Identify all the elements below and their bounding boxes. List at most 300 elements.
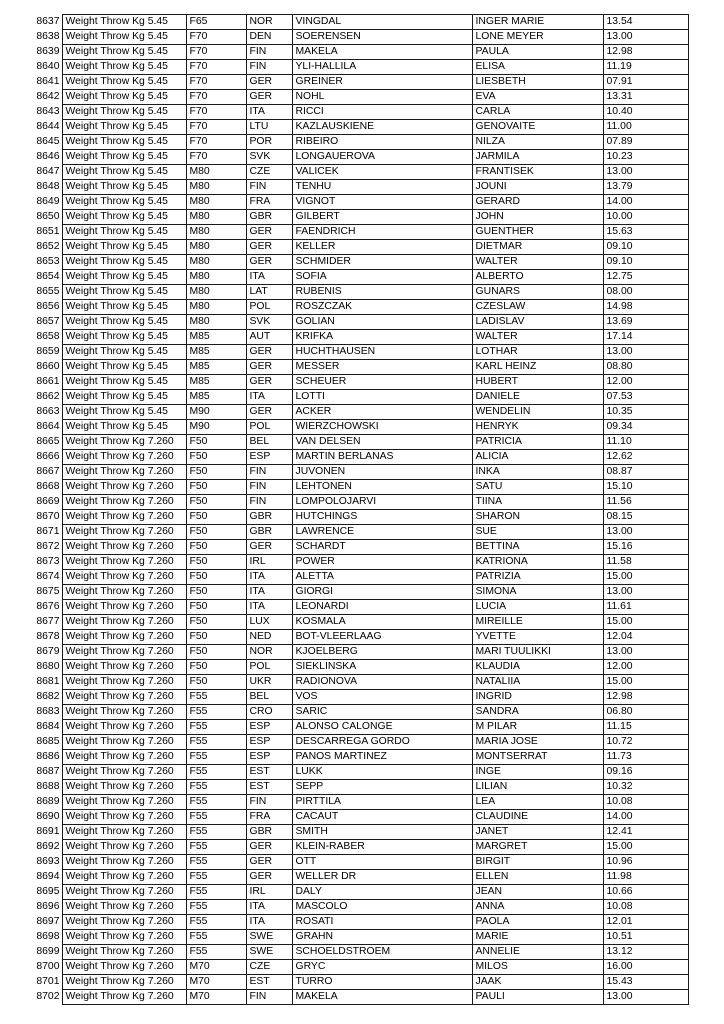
event-name: Weight Throw Kg 7.260 — [62, 855, 186, 870]
seed-mark: 13.69 — [603, 315, 688, 330]
age-category: F70 — [186, 45, 246, 60]
last-name: HUCHTHAUSEN — [292, 345, 472, 360]
event-name: Weight Throw Kg 7.260 — [62, 945, 186, 960]
table-row — [27, 45, 688, 60]
entry-number: 8687 — [36, 766, 60, 777]
first-name: SANDRA — [472, 705, 603, 720]
event-name: Weight Throw Kg 7.260 — [62, 675, 186, 690]
last-name: KRIFKA — [292, 330, 472, 345]
last-name: GRYC — [292, 960, 472, 975]
table-row — [27, 945, 688, 960]
entry-number: 8673 — [36, 556, 60, 567]
seed-mark: 16.00 — [603, 960, 688, 975]
last-name: SOERENSEN — [292, 30, 472, 45]
nation-code: ESP — [246, 450, 292, 465]
age-category: M80 — [186, 285, 246, 300]
event-name: Weight Throw Kg 7.260 — [62, 555, 186, 570]
table-row — [27, 255, 688, 270]
entry-number: 8646 — [36, 151, 60, 162]
last-name: POWER — [292, 555, 472, 570]
last-name: GIORGI — [292, 585, 472, 600]
entry-number: 8639 — [36, 46, 60, 57]
nation-code: NOR — [246, 645, 292, 660]
entry-number: 8656 — [36, 301, 60, 312]
event-name: Weight Throw Kg 5.45 — [62, 210, 186, 225]
table-row — [27, 570, 688, 585]
age-category: F50 — [186, 435, 246, 450]
seed-mark: 10.72 — [603, 735, 688, 750]
last-name: VALICEK — [292, 165, 472, 180]
last-name: LEONARDI — [292, 600, 472, 615]
age-category: F55 — [186, 810, 246, 825]
seed-mark: 12.41 — [603, 825, 688, 840]
event-name: Weight Throw Kg 7.260 — [62, 615, 186, 630]
nation-code: NOR — [246, 15, 292, 30]
last-name: KOSMALA — [292, 615, 472, 630]
event-name: Weight Throw Kg 5.45 — [62, 180, 186, 195]
age-category: F55 — [186, 705, 246, 720]
seed-mark: 13.54 — [603, 15, 688, 30]
seed-mark: 08.87 — [603, 465, 688, 480]
last-name: LUKK — [292, 765, 472, 780]
last-name: VIGNOT — [292, 195, 472, 210]
age-category: F70 — [186, 120, 246, 135]
table-row — [27, 540, 688, 555]
nation-code: GER — [246, 75, 292, 90]
age-category: F55 — [186, 885, 246, 900]
table-row — [27, 705, 688, 720]
entries-table — [27, 14, 689, 1005]
table-row — [27, 495, 688, 510]
seed-mark: 11.15 — [603, 720, 688, 735]
event-name: Weight Throw Kg 5.45 — [62, 15, 186, 30]
entry-number: 8684 — [36, 721, 60, 732]
event-name: Weight Throw Kg 5.45 — [62, 150, 186, 165]
seed-mark: 08.00 — [603, 285, 688, 300]
event-name: Weight Throw Kg 5.45 — [62, 30, 186, 45]
nation-code: NED — [246, 630, 292, 645]
event-name: Weight Throw Kg 5.45 — [62, 390, 186, 405]
nation-code: LAT — [246, 285, 292, 300]
nation-code: DEN — [246, 30, 292, 45]
first-name: HUBERT — [472, 375, 603, 390]
entry-number: 8685 — [36, 736, 60, 747]
first-name: ALBERTO — [472, 270, 603, 285]
first-name: GENOVAITE — [472, 120, 603, 135]
seed-mark: 12.04 — [603, 630, 688, 645]
first-name: DIETMAR — [472, 240, 603, 255]
first-name: KARL HEINZ — [472, 360, 603, 375]
age-category: F50 — [186, 555, 246, 570]
nation-code: GBR — [246, 510, 292, 525]
table-row — [27, 60, 688, 75]
entry-number: 8697 — [36, 916, 60, 927]
entry-number: 8672 — [36, 541, 60, 552]
seed-mark: 14.00 — [603, 195, 688, 210]
event-name: Weight Throw Kg 7.260 — [62, 930, 186, 945]
last-name: LONGAUEROVA — [292, 150, 472, 165]
nation-code: BEL — [246, 435, 292, 450]
table-row — [27, 150, 688, 165]
event-name: Weight Throw Kg 5.45 — [62, 420, 186, 435]
first-name: TIINA — [472, 495, 603, 510]
first-name: GUNARS — [472, 285, 603, 300]
entry-number: 8669 — [36, 496, 60, 507]
age-category: M80 — [186, 195, 246, 210]
last-name: MAKELA — [292, 45, 472, 60]
event-name: Weight Throw Kg 5.45 — [62, 345, 186, 360]
seed-mark: 14.00 — [603, 810, 688, 825]
event-name: Weight Throw Kg 7.260 — [62, 825, 186, 840]
table-row — [27, 750, 688, 765]
first-name: MARGRET — [472, 840, 603, 855]
nation-code: ITA — [246, 915, 292, 930]
last-name: LEHTONEN — [292, 480, 472, 495]
age-category: M70 — [186, 975, 246, 990]
entry-number: 8649 — [36, 196, 60, 207]
last-name: HUTCHINGS — [292, 510, 472, 525]
entry-number: 8701 — [36, 976, 60, 987]
nation-code: GER — [246, 240, 292, 255]
first-name: KLAUDIA — [472, 660, 603, 675]
entry-number: 8690 — [36, 811, 60, 822]
entry-number: 8681 — [36, 676, 60, 687]
event-name: Weight Throw Kg 7.260 — [62, 750, 186, 765]
age-category: F55 — [186, 765, 246, 780]
nation-code: POR — [246, 135, 292, 150]
table-row — [27, 465, 688, 480]
nation-code: FRA — [246, 810, 292, 825]
seed-mark: 10.08 — [603, 795, 688, 810]
last-name: LOMPOLOJARVI — [292, 495, 472, 510]
table-row — [27, 195, 688, 210]
seed-mark: 13.31 — [603, 90, 688, 105]
event-name: Weight Throw Kg 5.45 — [62, 105, 186, 120]
entry-number: 8653 — [36, 256, 60, 267]
nation-code: ITA — [246, 585, 292, 600]
seed-mark: 13.00 — [603, 585, 688, 600]
first-name: LONE MEYER — [472, 30, 603, 45]
nation-code: FIN — [246, 180, 292, 195]
seed-mark: 09.34 — [603, 420, 688, 435]
event-name: Weight Throw Kg 5.45 — [62, 120, 186, 135]
seed-mark: 07.89 — [603, 135, 688, 150]
entry-number: 8668 — [36, 481, 60, 492]
first-name: ELISA — [472, 60, 603, 75]
event-name: Weight Throw Kg 5.45 — [62, 90, 186, 105]
first-name: MONTSERRAT — [472, 750, 603, 765]
first-name: ANNA — [472, 900, 603, 915]
first-name: PAULI — [472, 990, 603, 1005]
event-name: Weight Throw Kg 5.45 — [62, 75, 186, 90]
entry-number: 8666 — [36, 451, 60, 462]
event-name: Weight Throw Kg 7.260 — [62, 450, 186, 465]
age-category: F65 — [186, 15, 246, 30]
last-name: KAZLAUSKIENE — [292, 120, 472, 135]
seed-mark: 08.15 — [603, 510, 688, 525]
nation-code: ITA — [246, 600, 292, 615]
age-category: M85 — [186, 330, 246, 345]
entry-number: 8652 — [36, 241, 60, 252]
first-name: SHARON — [472, 510, 603, 525]
entry-number: 8665 — [36, 436, 60, 447]
nation-code: FIN — [246, 990, 292, 1005]
last-name: SIEKLINSKA — [292, 660, 472, 675]
first-name: BIRGIT — [472, 855, 603, 870]
table-row — [27, 300, 688, 315]
entry-number: 8677 — [36, 616, 60, 627]
last-name: KLEIN-RABER — [292, 840, 472, 855]
last-name: ALONSO CALONGE — [292, 720, 472, 735]
seed-mark: 12.98 — [603, 45, 688, 60]
table-row — [27, 960, 688, 975]
event-name: Weight Throw Kg 7.260 — [62, 480, 186, 495]
nation-code: GER — [246, 375, 292, 390]
seed-mark: 13.00 — [603, 645, 688, 660]
entry-number: 8682 — [36, 691, 60, 702]
nation-code: LTU — [246, 120, 292, 135]
table-row — [27, 165, 688, 180]
entry-number: 8638 — [36, 31, 60, 42]
nation-code: CZE — [246, 165, 292, 180]
seed-mark: 15.16 — [603, 540, 688, 555]
table-row — [27, 270, 688, 285]
nation-code: GER — [246, 225, 292, 240]
entry-number: 8643 — [36, 106, 60, 117]
table-row — [27, 735, 688, 750]
first-name: JANET — [472, 825, 603, 840]
entry-number: 8664 — [36, 421, 60, 432]
event-name: Weight Throw Kg 7.260 — [62, 915, 186, 930]
seed-mark: 15.00 — [603, 840, 688, 855]
table-row — [27, 405, 688, 420]
event-name: Weight Throw Kg 5.45 — [62, 315, 186, 330]
first-name: JOUNI — [472, 180, 603, 195]
entry-number: 8661 — [36, 376, 60, 387]
last-name: VINGDAL — [292, 15, 472, 30]
entry-number: 8657 — [36, 316, 60, 327]
first-name: JAAK — [472, 975, 603, 990]
seed-mark: 15.63 — [603, 225, 688, 240]
event-name: Weight Throw Kg 7.260 — [62, 780, 186, 795]
table-row — [27, 15, 688, 30]
table-row — [27, 345, 688, 360]
age-category: F55 — [186, 840, 246, 855]
first-name: NATALIIA — [472, 675, 603, 690]
first-name: INKA — [472, 465, 603, 480]
seed-mark: 13.00 — [603, 165, 688, 180]
table-row — [27, 840, 688, 855]
nation-code: FIN — [246, 480, 292, 495]
last-name: DESCARREGA GORDO — [292, 735, 472, 750]
nation-code: SWE — [246, 930, 292, 945]
age-category: F55 — [186, 900, 246, 915]
seed-mark: 10.32 — [603, 780, 688, 795]
first-name: GERARD — [472, 195, 603, 210]
nation-code: ITA — [246, 390, 292, 405]
nation-code: ITA — [246, 105, 292, 120]
seed-mark: 11.98 — [603, 870, 688, 885]
seed-mark: 13.00 — [603, 345, 688, 360]
entry-number: 8686 — [36, 751, 60, 762]
first-name: HENRYK — [472, 420, 603, 435]
first-name: WALTER — [472, 255, 603, 270]
table-row — [27, 240, 688, 255]
first-name: MARIA JOSE — [472, 735, 603, 750]
event-name: Weight Throw Kg 7.260 — [62, 435, 186, 450]
first-name: GUENTHER — [472, 225, 603, 240]
last-name: DALY — [292, 885, 472, 900]
table-row — [27, 855, 688, 870]
last-name: TURRO — [292, 975, 472, 990]
last-name: RIBEIRO — [292, 135, 472, 150]
last-name: CACAUT — [292, 810, 472, 825]
seed-mark: 07.53 — [603, 390, 688, 405]
event-name: Weight Throw Kg 7.260 — [62, 660, 186, 675]
last-name: SOFIA — [292, 270, 472, 285]
event-name: Weight Throw Kg 7.260 — [62, 735, 186, 750]
last-name: SCHEUER — [292, 375, 472, 390]
nation-code: EST — [246, 975, 292, 990]
entry-number: 8683 — [36, 706, 60, 717]
nation-code: GER — [246, 855, 292, 870]
event-name: Weight Throw Kg 5.45 — [62, 240, 186, 255]
nation-code: FIN — [246, 495, 292, 510]
last-name: ROSZCZAK — [292, 300, 472, 315]
event-name: Weight Throw Kg 7.260 — [62, 570, 186, 585]
age-category: F70 — [186, 75, 246, 90]
age-category: F50 — [186, 510, 246, 525]
last-name: GREINER — [292, 75, 472, 90]
event-name: Weight Throw Kg 7.260 — [62, 720, 186, 735]
seed-mark: 09.10 — [603, 240, 688, 255]
event-name: Weight Throw Kg 5.45 — [62, 330, 186, 345]
age-category: F50 — [186, 465, 246, 480]
table-row — [27, 630, 688, 645]
last-name: SEPP — [292, 780, 472, 795]
first-name: MIREILLE — [472, 615, 603, 630]
age-category: F70 — [186, 60, 246, 75]
seed-mark: 15.10 — [603, 480, 688, 495]
first-name: CARLA — [472, 105, 603, 120]
age-category: F70 — [186, 30, 246, 45]
nation-code: ITA — [246, 570, 292, 585]
event-name: Weight Throw Kg 7.260 — [62, 645, 186, 660]
table-row — [27, 105, 688, 120]
event-name: Weight Throw Kg 7.260 — [62, 900, 186, 915]
last-name: SCHARDT — [292, 540, 472, 555]
event-name: Weight Throw Kg 5.45 — [62, 360, 186, 375]
event-name: Weight Throw Kg 7.260 — [62, 990, 186, 1005]
seed-mark: 11.58 — [603, 555, 688, 570]
nation-code: FIN — [246, 60, 292, 75]
first-name: FRANTISEK — [472, 165, 603, 180]
event-name: Weight Throw Kg 5.45 — [62, 300, 186, 315]
last-name: SCHMIDER — [292, 255, 472, 270]
seed-mark: 10.66 — [603, 885, 688, 900]
seed-mark: 12.98 — [603, 690, 688, 705]
seed-mark: 10.51 — [603, 930, 688, 945]
last-name: PIRTTILA — [292, 795, 472, 810]
age-category: F50 — [186, 675, 246, 690]
table-row — [27, 990, 688, 1005]
seed-mark: 09.10 — [603, 255, 688, 270]
age-category: F70 — [186, 135, 246, 150]
first-name: ANNELIE — [472, 945, 603, 960]
nation-code: ITA — [246, 270, 292, 285]
nation-code: GBR — [246, 525, 292, 540]
first-name: CZESLAW — [472, 300, 603, 315]
last-name: WELLER DR — [292, 870, 472, 885]
table-row — [27, 435, 688, 450]
age-category: F55 — [186, 690, 246, 705]
first-name: INGRID — [472, 690, 603, 705]
event-name: Weight Throw Kg 7.260 — [62, 810, 186, 825]
age-category: F55 — [186, 930, 246, 945]
age-category: M70 — [186, 990, 246, 1005]
table-row — [27, 585, 688, 600]
event-name: Weight Throw Kg 7.260 — [62, 495, 186, 510]
last-name: KELLER — [292, 240, 472, 255]
table-row — [27, 675, 688, 690]
first-name: PAULA — [472, 45, 603, 60]
event-name: Weight Throw Kg 5.45 — [62, 225, 186, 240]
table-row — [27, 360, 688, 375]
first-name: WALTER — [472, 330, 603, 345]
age-category: M85 — [186, 345, 246, 360]
entry-number: 8663 — [36, 406, 60, 417]
event-name: Weight Throw Kg 7.260 — [62, 975, 186, 990]
event-name: Weight Throw Kg 5.45 — [62, 270, 186, 285]
last-name: NOHL — [292, 90, 472, 105]
event-name: Weight Throw Kg 7.260 — [62, 540, 186, 555]
nation-code: FIN — [246, 465, 292, 480]
last-name: ALETTA — [292, 570, 472, 585]
entry-number: 8655 — [36, 286, 60, 297]
seed-mark: 14.98 — [603, 300, 688, 315]
entry-number: 8702 — [36, 991, 60, 1002]
entry-number: 8662 — [36, 391, 60, 402]
nation-code: FIN — [246, 795, 292, 810]
table-row — [27, 510, 688, 525]
entry-number: 8645 — [36, 136, 60, 147]
event-name: Weight Throw Kg 7.260 — [62, 840, 186, 855]
last-name: LOTTI — [292, 390, 472, 405]
seed-mark: 11.73 — [603, 750, 688, 765]
age-category: M80 — [186, 315, 246, 330]
first-name: PAOLA — [472, 915, 603, 930]
nation-code: GBR — [246, 825, 292, 840]
entry-number: 8644 — [36, 121, 60, 132]
seed-mark: 15.00 — [603, 570, 688, 585]
first-name: LADISLAV — [472, 315, 603, 330]
nation-code: SWE — [246, 945, 292, 960]
age-category: M85 — [186, 390, 246, 405]
first-name: PATRICIA — [472, 435, 603, 450]
seed-mark: 12.01 — [603, 915, 688, 930]
table-row — [27, 765, 688, 780]
entries-body — [27, 15, 688, 1005]
nation-code: IRL — [246, 555, 292, 570]
first-name: DANIELE — [472, 390, 603, 405]
table-row — [27, 390, 688, 405]
first-name: INGE — [472, 765, 603, 780]
table-row — [27, 810, 688, 825]
entry-number: 8637 — [36, 16, 60, 27]
nation-code: IRL — [246, 885, 292, 900]
first-name: LOTHAR — [472, 345, 603, 360]
seed-mark: 11.00 — [603, 120, 688, 135]
